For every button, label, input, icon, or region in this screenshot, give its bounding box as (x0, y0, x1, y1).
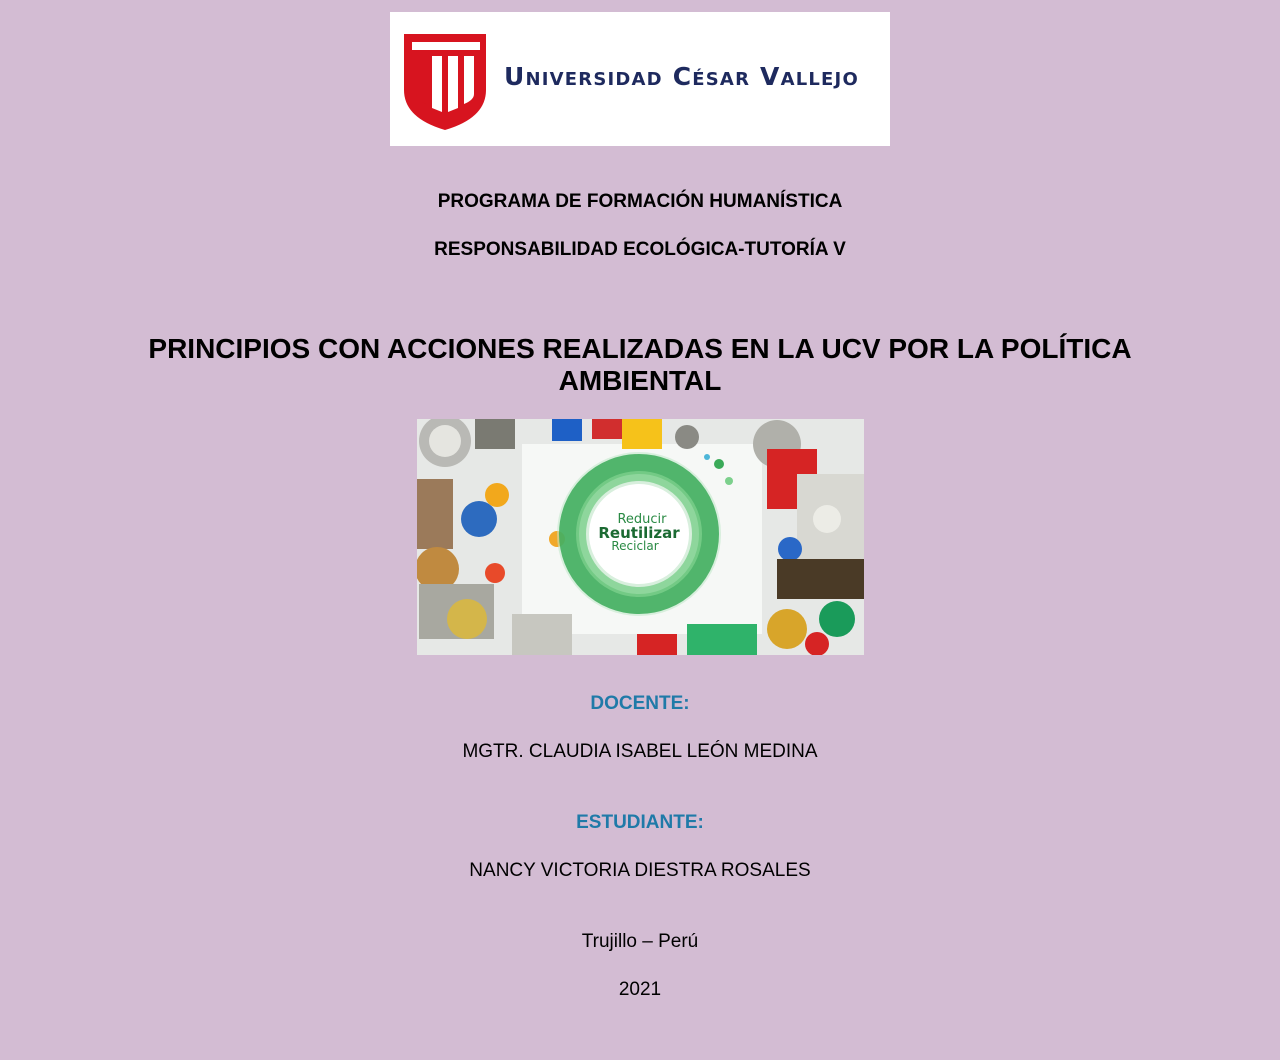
estudiante-label: ESTUDIANTE: (576, 812, 704, 833)
recycling-illustration (417, 419, 864, 655)
university-logo (390, 12, 890, 146)
course-heading: RESPONSABILIDAD ECOLÓGICA-TUTORÍA V (434, 239, 846, 260)
ucv-shield-icon (402, 32, 488, 132)
logo-text: Universidad César Vallejo (504, 62, 859, 91)
recycling-graphic (417, 419, 864, 655)
location: Trujillo – Perú (581, 931, 699, 952)
program-heading: PROGRAMA DE FORMACIÓN HUMANÍSTICA (437, 191, 843, 212)
docente-name: MGTR. CLAUDIA ISABEL LEÓN MEDINA (462, 741, 818, 762)
docente-label: DOCENTE: (590, 693, 690, 714)
year: 2021 (618, 979, 662, 1000)
main-title-line-1: PRINCIPIOS CON ACCIONES REALIZADAS EN LA UCV POR LA POLÍTICA (148, 333, 1132, 364)
main-title (0, 333, 1280, 397)
main-title-line-2: AMBIENTAL (558, 365, 722, 396)
estudiante-name: NANCY VICTORIA DIESTRA ROSALES (469, 860, 811, 881)
word-reducir: Reducir (617, 512, 667, 527)
word-reutilizar: Reutilizar (598, 524, 680, 542)
word-reciclar: Reciclar (611, 539, 659, 553)
